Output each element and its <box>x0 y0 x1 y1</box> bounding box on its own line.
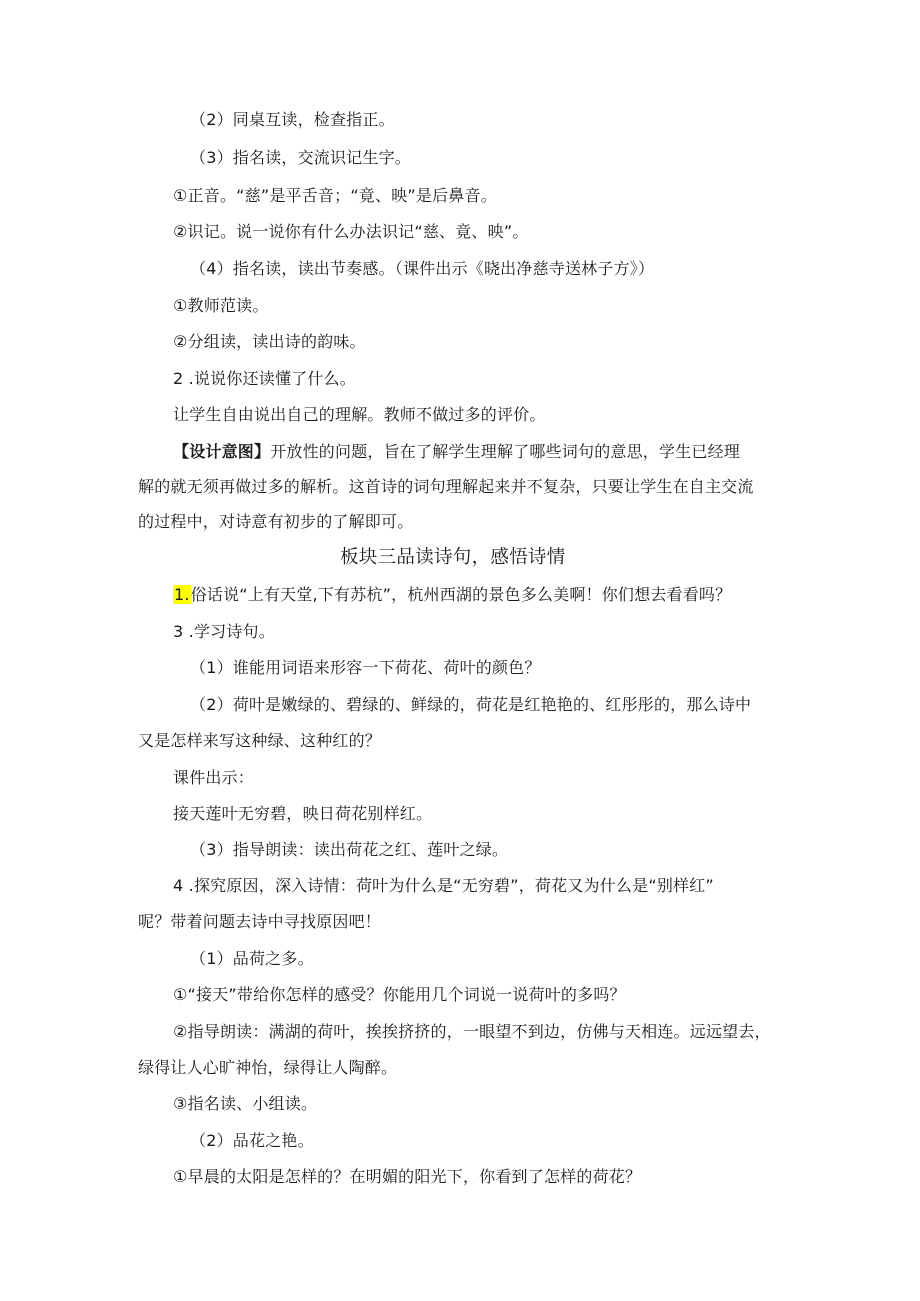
text-line: （1）谁能用词语来形容一下荷花、荷叶的颜色？ <box>190 658 541 677</box>
design-intent-text: 开放性的问题，旨在了解学生理解了哪些词句的意思，学生已经理 <box>270 442 741 461</box>
text-line: 2 .说说你还读懂了什么。 <box>173 369 356 388</box>
text-line: （2）品花之艳。 <box>190 1131 314 1150</box>
text-line: 课件出示： <box>173 768 255 787</box>
text-line: 接天莲叶无穷碧，映日荷花别样红。 <box>173 804 433 823</box>
design-intent-line-3: 的过程中，对诗意有初步的了解即可。 <box>138 512 414 531</box>
text-line: ②分组读，读出诗的韵味。 <box>173 332 366 351</box>
text-line: 又是怎样来写这种绿、这种红的？ <box>138 731 382 750</box>
text-line: ①教师范读。 <box>173 296 269 315</box>
text-line: （3）指名读，交流识记生字。 <box>190 148 411 167</box>
text-line: （4）指名读，读出节奏感。（课件出示《晓出净慈寺送林子方》） <box>190 259 655 278</box>
item-text: 俗话说“上有天堂,下有苏杭”，杭州西湖的景色多么美啊！你们想去看看吗？ <box>190 585 732 604</box>
text-line: 让学生自由说出自己的理解。教师不做过多的评价。 <box>173 405 546 424</box>
text-line: （3）指导朗读：读出荷花之红、莲叶之绿。 <box>190 840 509 859</box>
design-intent-line-1 <box>173 442 740 462</box>
text-line: （1）品荷之多。 <box>190 949 314 968</box>
text-line: ①“接天”带给你怎样的感受？你能用几个词说一说荷叶的多吗？ <box>173 985 626 1004</box>
numbered-item-1 <box>173 585 731 605</box>
text-line: ③指名读、小组读。 <box>173 1094 318 1113</box>
text-line: 呢？带着问题去诗中寻找原因吧！ <box>138 912 382 931</box>
text-line: ①正音。“慈”是平舌音；“竟、映”是后鼻音。 <box>173 186 497 205</box>
design-intent-line-2: 解的就无须再做过多的解析。这首诗的词句理解起来并不复杂，只要让学生在自主交流 <box>138 477 754 496</box>
design-intent-label: 【设计意图】 <box>173 442 271 461</box>
section-heading: 板块三品读诗句，感悟诗情 <box>340 547 566 568</box>
text-line: ②指导朗读：满湖的荷叶，挨挨挤挤的，一眼望不到边，仿佛与天相连。远远望去， <box>173 1022 771 1041</box>
text-line: 4 .探究原因，深入诗情：荷叶为什么是“无穷碧”，荷花又为什么是“别样红” <box>173 876 714 895</box>
text-line: （2）荷叶是嫩绿的、碧绿的、鲜绿的，荷花是红艳艳的、红彤彤的，那么诗中 <box>190 695 752 714</box>
text-line: 绿得让人心旷神怡，绿得让人陶醉。 <box>138 1058 398 1077</box>
text-line: 3 .学习诗句。 <box>173 622 275 641</box>
text-line: ②识记。说一说你有什么办法识记“慈、竟、映”。 <box>173 222 529 241</box>
text-line: （2）同桌互读，检查指正。 <box>190 110 395 129</box>
highlighted-number: 1. <box>174 585 190 604</box>
text-line: ①早晨的太阳是怎样的？在明媚的阳光下，你看到了怎样的荷花？ <box>173 1167 642 1186</box>
